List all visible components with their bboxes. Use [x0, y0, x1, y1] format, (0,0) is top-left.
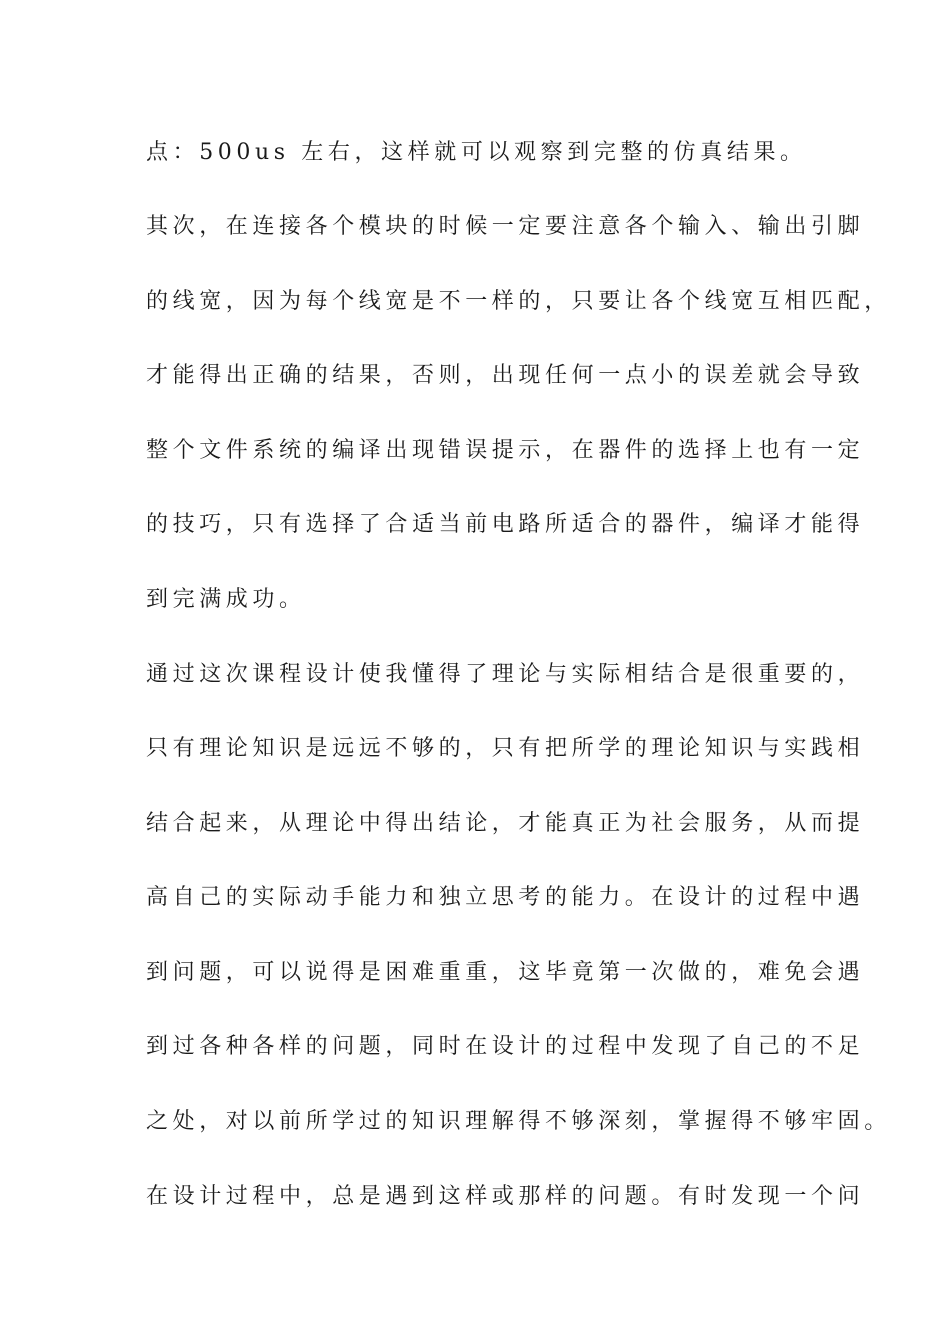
text-line: 结合起来，从理论中得出结论，才能真正为社会服务，从而提 — [146, 811, 865, 836]
text-line: 整个文件系统的编译出现错误提示，在器件的选择上也有一定 — [146, 438, 865, 463]
text-line: 到问题，可以说得是困难重重，这毕竟第一次做的，难免会遇 — [146, 960, 865, 985]
text-line: 到完满成功。 — [146, 587, 306, 612]
text-line: 点：500us 左右，这样就可以观察到完整的仿真结果。 — [146, 140, 807, 165]
text-line: 之处，对以前所学过的知识理解得不够深刻，掌握得不够牢固。 — [146, 1109, 891, 1134]
text-line: 只有理论知识是远远不够的，只有把所学的理论知识与实践相 — [146, 736, 865, 761]
text-line: 通过这次课程设计使我懂得了理论与实际相结合是很重要的， — [146, 662, 865, 687]
text-line: 其次，在连接各个模块的时候一定要注意各个输入、输出引脚 — [146, 214, 865, 239]
text-line: 才能得出正确的结果，否则，出现任何一点小的误差就会导致 — [146, 363, 865, 388]
text-line: 到过各种各样的问题，同时在设计的过程中发现了自己的不足 — [146, 1034, 865, 1059]
text-line: 高自己的实际动手能力和独立思考的能力。在设计的过程中遇 — [146, 885, 865, 910]
text-line: 在设计过程中，总是遇到这样或那样的问题。有时发现一个问 — [146, 1184, 865, 1209]
text-line: 的线宽，因为每个线宽是不一样的，只要让各个线宽互相匹配， — [146, 289, 891, 314]
text-line: 的技巧，只有选择了合适当前电路所适合的器件，编译才能得 — [146, 512, 865, 537]
